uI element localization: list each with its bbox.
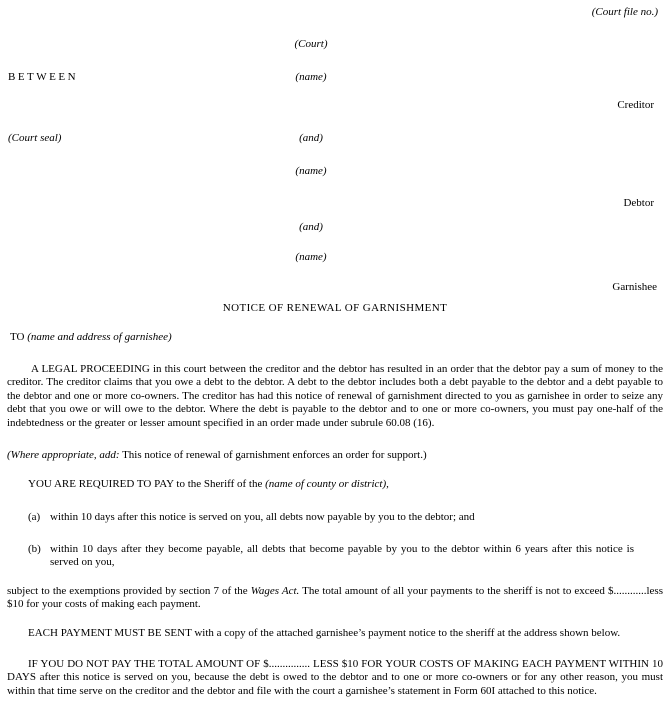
- court-label: (Court): [294, 38, 328, 50]
- debtor-name-placeholder: (name): [295, 165, 327, 177]
- page-title: NOTICE OF RENEWAL OF GARNISHMENT: [222, 302, 448, 314]
- garnishee-name-placeholder: (name): [295, 251, 327, 263]
- court-seal-label: (Court seal): [8, 132, 62, 144]
- wages-act-reference: Wages Act.: [250, 585, 300, 597]
- between-label: BETWEEN: [8, 71, 79, 83]
- and-label-2: (and): [299, 221, 323, 233]
- list-item-b: [28, 543, 662, 570]
- item-a-text: within 10 days after this notice is served on you, all debts now payable by you to the debtor; and: [50, 511, 475, 523]
- garnishee-label: Garnishee: [612, 281, 657, 293]
- if-not-paid-paragraph: IF YOU DO NOT PAY THE TOTAL AMOUNT OF $............... LESS $10 FOR YOUR COSTS OF MAKING EACH PAYMENT WITHIN 10 DAYS after this notice is served on you, because the debt is owed to the debtor and to one or more co-owners or for any other reason, you must within that time serve on the creditor and the debtor and file with the court a garnishee’s statement in Form 60I attached to this notice.: [7, 658, 663, 697]
- where-appropriate-italic: (Where appropriate, add:: [7, 449, 120, 461]
- item-a-marker: (a): [28, 511, 41, 523]
- county-district-placeholder: (name of county or district),: [265, 478, 389, 490]
- exemptions-roman-1: subject to the exemptions provided by section 7 of the: [7, 585, 251, 597]
- required-to-pay-line: [28, 478, 662, 491]
- each-payment-paragraph: EACH PAYMENT MUST BE SENT with a copy of the attached garnishee’s payment notice to the sheriff at the address shown below.: [28, 627, 621, 639]
- required-to-pay-roman: YOU ARE REQUIRED TO PAY to the Sheriff of the: [28, 478, 266, 490]
- to-line: [10, 331, 172, 344]
- list-item-a: [28, 511, 662, 524]
- exemptions-paragraph: [7, 585, 663, 612]
- debtor-label: Debtor: [623, 197, 654, 209]
- where-appropriate-line: [7, 449, 663, 462]
- where-appropriate-roman: This notice of renewal of garnishment enforces an order for support.): [119, 449, 427, 461]
- creditor-label: Creditor: [617, 99, 654, 111]
- court-file-no-label: (Court file no.): [591, 6, 658, 18]
- item-b-text: within 10 days after they become payable, all debts that become payable by you to the debtor within 6 years after this notice is served on you,: [50, 543, 634, 569]
- legal-proceeding-paragraph: A LEGAL PROCEEDING in this court between the creditor and the debtor has resulted in an order that the debtor pay a sum of money to the creditor. The creditor claims that you owe a debt to the debtor. A debt to the debtor includes both a debt payable to the debtor and a debt payable to the debtor and one or more co-owners. The creditor has had this notice of renewal of garnishment directed to you as garnishee in order to seize any debt that you owe or will owe to the debtor. Where the debt is payable to the debtor and to one or more co-owners, you must pay one-half of the indebtedness or the greater or lesser amount specified in an order made under subrule 60.08 (16).: [7, 363, 663, 429]
- and-label-1: (and): [299, 132, 323, 144]
- creditor-name-placeholder: (name): [295, 71, 327, 83]
- to-prefix: TO: [10, 331, 28, 343]
- exemptions-roman-2: The total amount of all your payments to the sheriff is not to exceed $............less $10 for your costs of making each payment.: [7, 585, 663, 611]
- garnishee-address-placeholder: (name and address of garnishee): [27, 331, 172, 343]
- item-b-marker: (b): [28, 543, 41, 555]
